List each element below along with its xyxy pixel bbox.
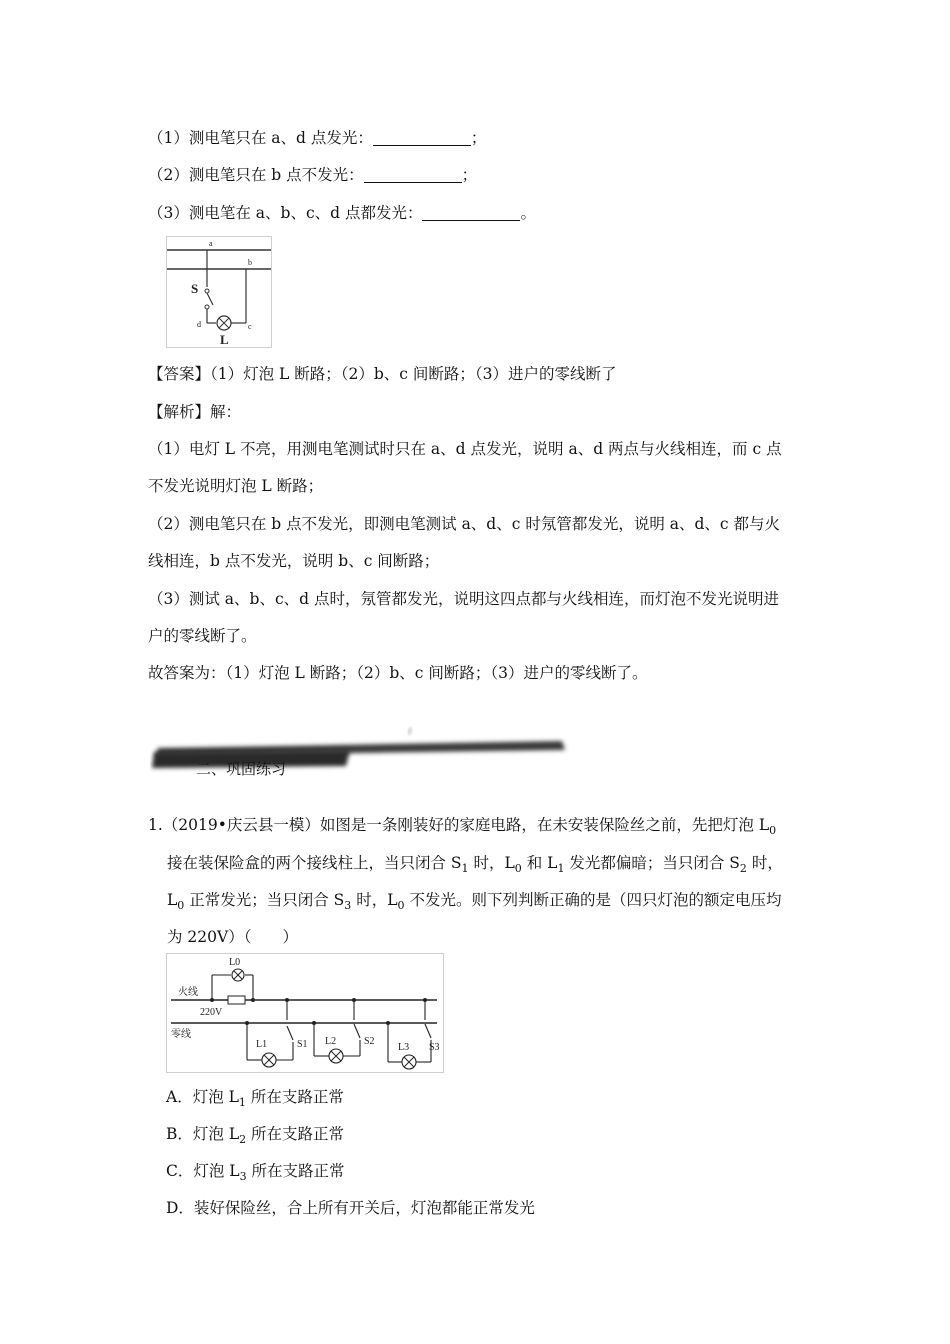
point-a-label: a (209, 239, 213, 248)
point-d-label: d (197, 320, 201, 329)
lamp-l2-label: L2 (325, 1036, 337, 1047)
analysis-line: 线相连，b 点不发光，说明 b、c 间断路； (148, 552, 440, 570)
question-1-line-4: 为 220V）（ ） (167, 928, 298, 946)
question-1-line-1: 1.（2019•庆云县一模）如图是一条刚装好的家庭电路，在未安装保险丝之前，先把灯泡 $L_0$ (148, 816, 777, 837)
analysis-conclusion: 故答案为：（1）灯泡 L 断路；（2）b、c 间断路；（3）进户的零线断了。 (148, 664, 648, 682)
switch-s2-label: S2 (364, 1036, 375, 1047)
option-a[interactable]: A．灯泡 $L_1$ 所在支路正常 (166, 1088, 344, 1109)
neutral-wire-label: 零线 (171, 1029, 191, 1040)
point-b-label: b (248, 258, 252, 267)
lamp-l3-label: L3 (398, 1042, 410, 1053)
circuit-figure-simple (166, 236, 272, 348)
analysis-heading: 【解析】解： (148, 403, 242, 421)
question-1-line-3: $L_0$ 正常发光；当只闭合 $S_3$ 时，$L_0$ 不发光。则下列判断正确的是（四只灯泡的额定电压均 (167, 891, 782, 912)
subquestion-1: （1）测电笔只在 a、d 点发光： ； (148, 129, 487, 147)
analysis-line: （3）测试 a、b、c、d 点时，氖管都发光，说明这四点都与火线相连，而灯泡不发光说明进 (148, 590, 779, 608)
switch-s1-label: S1 (297, 1039, 308, 1050)
answer-blank (373, 129, 471, 146)
question-1-line-2: 接在装保险盒的两个接线柱上，当只闭合 $S_1$ 时，$L_0$ 和 $L_1$ 发光都偏暗；当只闭合 $S_2$ 时， (167, 854, 783, 875)
subquestion-2: （2）测电笔只在 b 点不发光： ； (148, 166, 478, 184)
answer-blank (422, 204, 520, 221)
option-c[interactable]: C．灯泡 $L_3$ 所在支路正常 (166, 1162, 345, 1183)
analysis-line: 户的零线断了。 (148, 627, 257, 645)
option-d[interactable]: D．装好保险丝，合上所有开关后，灯泡都能正常发光 (166, 1199, 535, 1217)
subquestion-3: （3）测电笔在 a、b、c、d 点都发光： 。 (148, 204, 536, 222)
voltage-label: 220V (200, 1007, 223, 1018)
point-c-label: c (248, 322, 252, 331)
lamp-label: L (220, 332, 229, 347)
lamp-l0-label: L0 (229, 957, 241, 968)
switch-label: S (191, 281, 199, 296)
analysis-line: （1）电灯 L 不亮，用测电笔测试时只在 a、d 点发光，说明 a、d 两点与火线相连，而 c 点 (148, 440, 782, 458)
switch-s3-label: S3 (429, 1042, 440, 1053)
lamp-l1-label: L1 (256, 1039, 268, 1050)
analysis-line: 不发光说明灯泡 L 断路； (148, 477, 324, 495)
answer-blank (364, 166, 462, 183)
circuit-figure-household (166, 953, 444, 1073)
option-b[interactable]: B．灯泡 $L_2$ 所在支路正常 (166, 1125, 345, 1146)
section-title: 二、巩固练习 (196, 760, 287, 778)
answer-line: 【答案】（1）灯泡 L 断路；（2）b、c 间断路；（3）进户的零线断了 (148, 365, 617, 383)
live-wire-label: 火线 (178, 987, 198, 998)
analysis-line: （2）测电笔只在 b 点不发光，即测电笔测试 a、d、c 时氖管都发光，说明 a、d、c 都与火 (148, 515, 781, 533)
